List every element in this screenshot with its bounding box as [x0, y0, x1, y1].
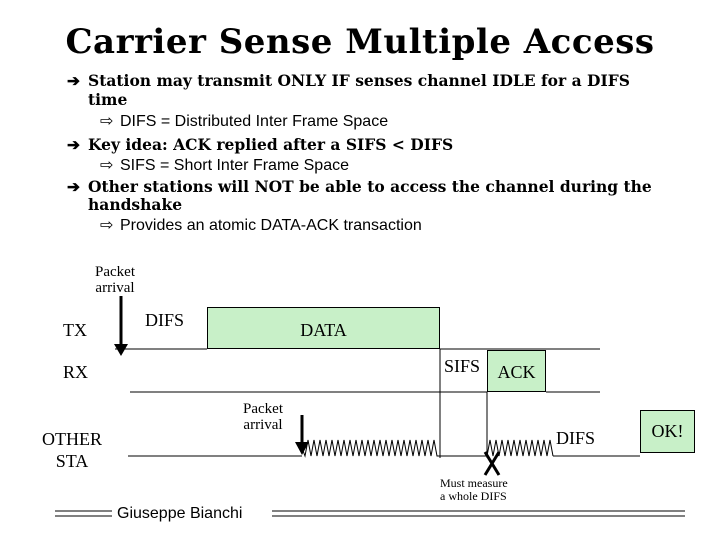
sifs-label: SIFS — [444, 356, 481, 376]
rx-label: RX — [63, 362, 89, 382]
must-measure-note — [440, 477, 530, 503]
footer-author: Giuseppe Bianchi — [117, 505, 243, 522]
bullet-3-sub: Provides an atomic DATA-ACK transaction — [120, 217, 422, 234]
difs-label-tx: DIFS — [145, 310, 185, 330]
packet-arrival-2-line1: Packet — [243, 401, 283, 417]
slide-title: Carrier Sense Multiple Access — [65, 22, 655, 62]
packet-arrival-1-line1: Packet — [95, 264, 135, 280]
data-label: DATA — [300, 320, 347, 340]
packet-arrival-label-1 — [80, 264, 150, 296]
other-sta-line2: STA — [55, 451, 89, 471]
difs-label-other: DIFS — [556, 428, 596, 448]
other-sta-label — [32, 428, 112, 472]
bullet-2-sub: SIFS = Short Inter Frame Space — [120, 157, 349, 174]
bullet-arrow-icon: ➔ — [67, 177, 80, 196]
sub-bullet-arrow-icon: ⇨ — [100, 111, 114, 130]
ok-label: OK! — [651, 421, 684, 441]
busy-waveform-1 — [302, 440, 440, 456]
tx-label: TX — [63, 320, 87, 340]
packet-arrival-1-line2: arrival — [95, 280, 135, 296]
bullet-3-line1: Other stations will NOT be able to access the channel during the — [88, 177, 652, 196]
must-measure-line2: a whole DIFS — [440, 489, 507, 503]
packet-arrival-2-line2: arrival — [243, 417, 283, 433]
bullet-arrow-icon: ➔ — [67, 71, 80, 90]
other-sta-line1: OTHER — [42, 429, 102, 449]
bullet-1-line2: time — [88, 90, 128, 109]
bullet-3-line2: handshake — [88, 195, 183, 214]
ack-label: ACK — [497, 362, 536, 382]
bullet-arrow-icon: ➔ — [67, 135, 80, 154]
bullet-1-line1: Station may transmit ONLY IF senses channel IDLE for a DIFS — [88, 71, 630, 90]
sub-bullet-arrow-icon: ⇨ — [100, 215, 114, 234]
packet-arrival-label-2 — [228, 401, 298, 433]
bullet-1-sub: DIFS = Distributed Inter Frame Space — [120, 113, 389, 130]
must-measure-line1: Must measure — [440, 476, 508, 490]
bullet-2-line1: Key idea: ACK replied after a SIFS < DIFS — [88, 135, 454, 154]
sub-bullet-arrow-icon: ⇨ — [100, 155, 114, 174]
